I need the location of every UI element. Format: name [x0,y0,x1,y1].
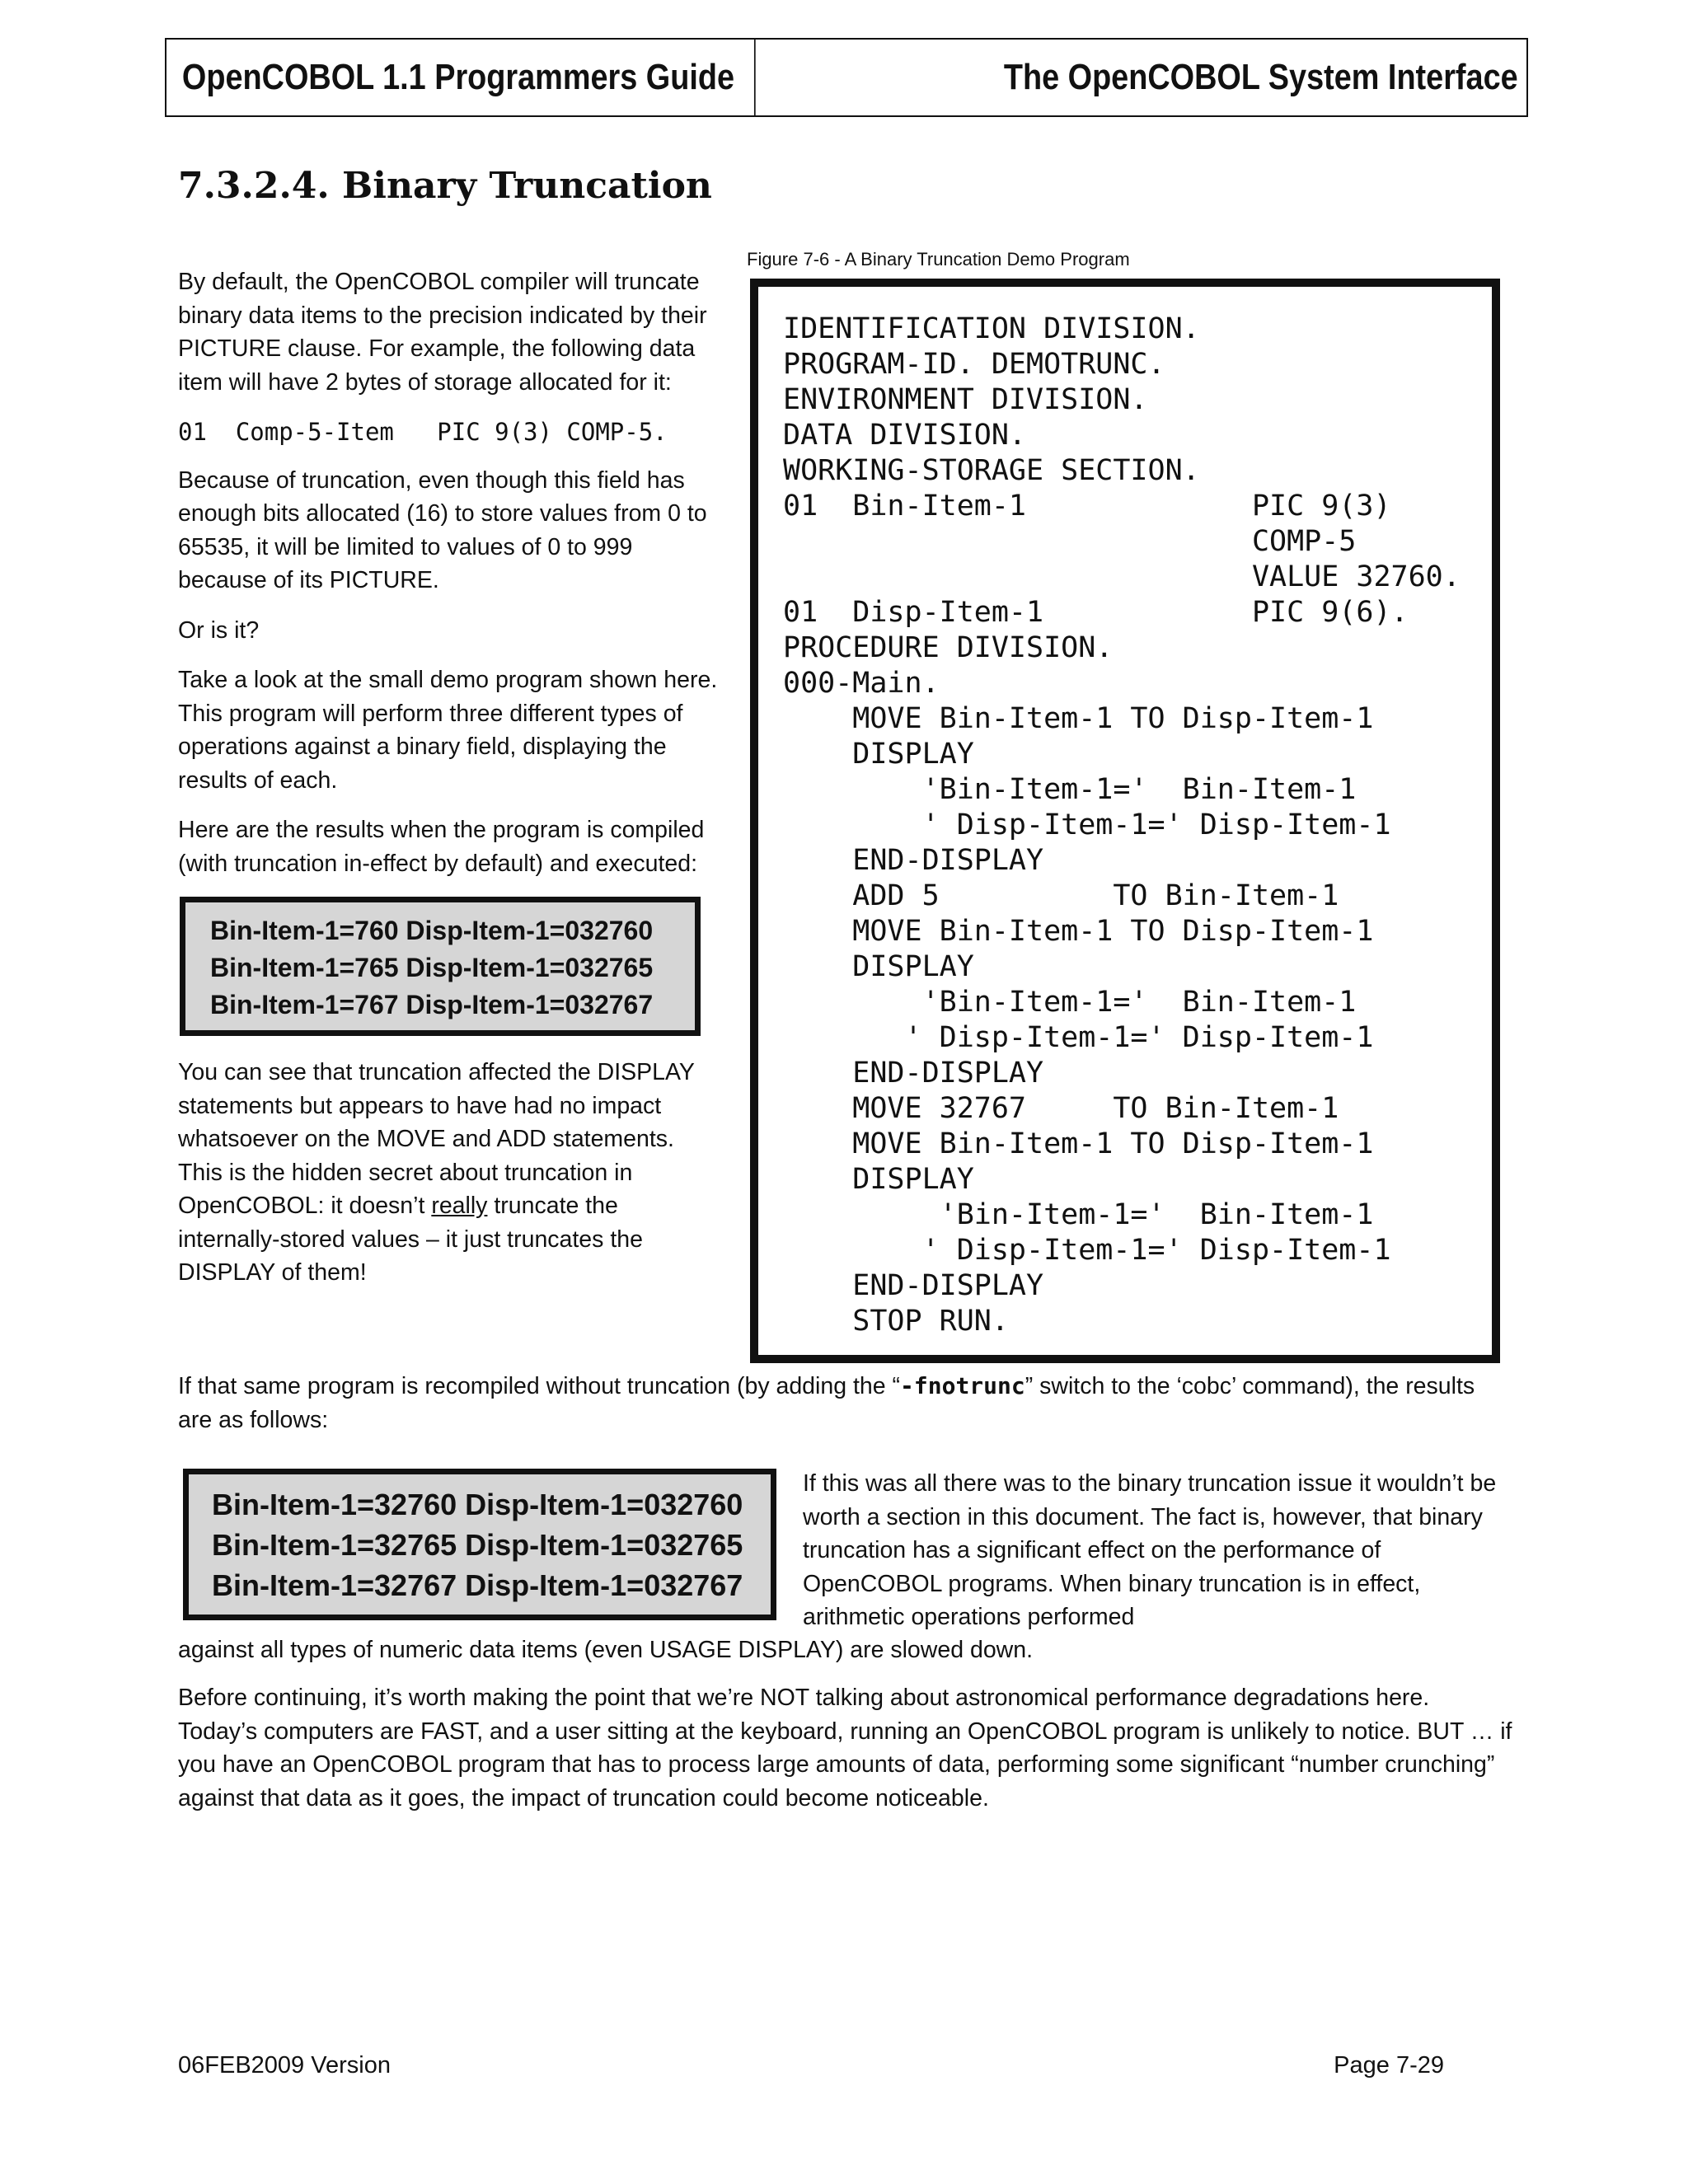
paragraph-recompile [178,1370,1513,1436]
paragraph-hidden-secret [178,1056,722,1290]
code-line: DISPLAY [783,950,974,983]
paragraph-or-is-it: Or is it? [178,616,260,644]
code-line: MOVE Bin-Item-1 TO Disp-Item-1 [783,915,1374,948]
footer-page-number: Page 7-29 [1334,2052,1444,2079]
code-line: ' Disp-Item-1=' Disp-Item-1 [783,1021,1374,1054]
result-line: Bin-Item-1=32765 Disp-Item-1=032765 [212,1528,743,1562]
left-column [178,265,722,1306]
paragraph-performance-effect-continued: against all types of numeric data items (even USAGE DISPLAY) are slowed down. [178,1637,1034,1663]
text-span: You can see that truncation affected the DISPLAY statements but appears to have had no impact whatsoever on the MOVE and ADD statements. This is the hidden secret about truncation in OpenCOBOL: it doesn’t [178,1059,695,1219]
code-line: END-DISPLAY [783,844,1044,877]
result-line: Bin-Item-1=765 Disp-Item-1=032765 [210,953,654,982]
code-line: STOP RUN. [783,1305,1009,1338]
paragraph-results-intro: Here are the results when the program is compiled (with truncation in-effect by default) and executed: [178,817,705,877]
code-line: ENVIRONMENT DIVISION. [783,383,1148,416]
paragraph-because-of-truncation: Because of truncation, even though this field has enough bits allocated (16) to store values from 0 to 65535, it will be limited to values of 0 to 999 because of its PICTURE. [178,466,707,593]
code-line: DATA DIVISION. [783,419,1027,452]
code-line: MOVE 32767 TO Bin-Item-1 [783,1092,1339,1125]
code-line: COMP-5 [783,525,1357,558]
result-line: Bin-Item-1=767 Disp-Item-1=032767 [210,990,654,1019]
paragraph-default-truncation: By default, the OpenCOBOL compiler will truncate binary data items to the precision indicated by their PICTURE clause. For example, the following data item will have 2 bytes of storage allocated for it: [178,269,707,396]
code-line: 'Bin-Item-1=' Bin-Item-1 [783,1198,1374,1231]
paragraph-before-continuing: Before continuing, it’s worth making the point that we’re NOT talking about astronomical performance degradations here. Today’s computers are FAST, and a user sitting at the keyboard, running an OpenCOBOL program is unlikely to notice. BUT … if you have an OpenCOBOL program that has to process large amounts of data, performing some significant “number crunching” against that data as it goes, the impact of truncation could become noticeable. [178,1685,1512,1811]
code-line: ' Disp-Item-1=' Disp-Item-1 [783,808,1391,841]
text-span: truncate the internally-stored values – it just truncates the DISPLAY of them! [178,1193,643,1286]
footer-version: 06FEB2009 Version [178,2052,391,2079]
header-chapter-title: The OpenCOBOL System Interface [1003,57,1518,97]
section-title: 7.3.2.4. Binary Truncation [178,165,712,207]
text-span: If that same program is recompiled without truncation (by adding the “ [178,1373,901,1399]
code-line: 01 Disp-Item-1 PIC 9(6). [783,596,1409,629]
underlined-word: really [431,1193,488,1219]
code-line: 000-Main. [783,667,940,700]
result-line: Bin-Item-1=32760 Disp-Item-1=032760 [212,1488,743,1521]
code-line: ' Disp-Item-1=' Disp-Item-1 [783,1234,1391,1267]
page-header [165,38,1528,117]
demo-program-code-box [750,279,1500,1363]
code-line: WORKING-STORAGE SECTION. [783,454,1200,487]
code-line: MOVE Bin-Item-1 TO Disp-Item-1 [783,702,1374,735]
paragraph-performance-effect: If this was all there was to the binary truncation issue it wouldn’t be worth a section in this document. The fact is, however, that binary truncation has a significant effect on the performance of OpenCOBOL programs. When binary truncation is in effect, arithmetic operations performed [803,1470,1497,1630]
code-line: DISPLAY [783,738,974,771]
untruncated-results-box [183,1469,776,1620]
code-line: PROCEDURE DIVISION. [783,631,1114,664]
result-line: Bin-Item-1=32767 Disp-Item-1=032767 [212,1568,743,1602]
code-line: 01 Bin-Item-1 PIC 9(3) [783,490,1391,523]
code-line: MOVE Bin-Item-1 TO Disp-Item-1 [783,1127,1374,1160]
code-line: 'Bin-Item-1=' Bin-Item-1 [783,773,1357,806]
code-line: END-DISPLAY [783,1269,1044,1302]
code-line: END-DISPLAY [783,1057,1044,1090]
code-line: PROGRAM-ID. DEMOTRUNC. [783,348,1165,381]
code-line: VALUE 32760. [783,560,1461,593]
inline-code-switch: -fnotrunc [900,1372,1025,1399]
paragraph-demo-program: Take a look at the small demo program shown here. This program will perform three different types of operations against a binary field, displaying the results of each. [178,667,718,794]
figure-caption: Figure 7-6 - A Binary Truncation Demo Program [747,249,1130,269]
code-line: DISPLAY [783,1163,974,1196]
inline-code-example: 01 Comp-5-Item PIC 9(3) COMP-5. [178,418,668,446]
code-line: IDENTIFICATION DIVISION. [783,312,1200,345]
header-guide-title: OpenCOBOL 1.1 Programmers Guide [166,40,756,115]
result-line: Bin-Item-1=760 Disp-Item-1=032760 [210,916,654,945]
code-line: ADD 5 TO Bin-Item-1 [783,879,1339,912]
text-span: ” switch to the ‘cobc’ command), the results are as follows: [178,1373,1475,1433]
truncated-results-box [180,897,701,1036]
code-line: 'Bin-Item-1=' Bin-Item-1 [783,986,1357,1019]
